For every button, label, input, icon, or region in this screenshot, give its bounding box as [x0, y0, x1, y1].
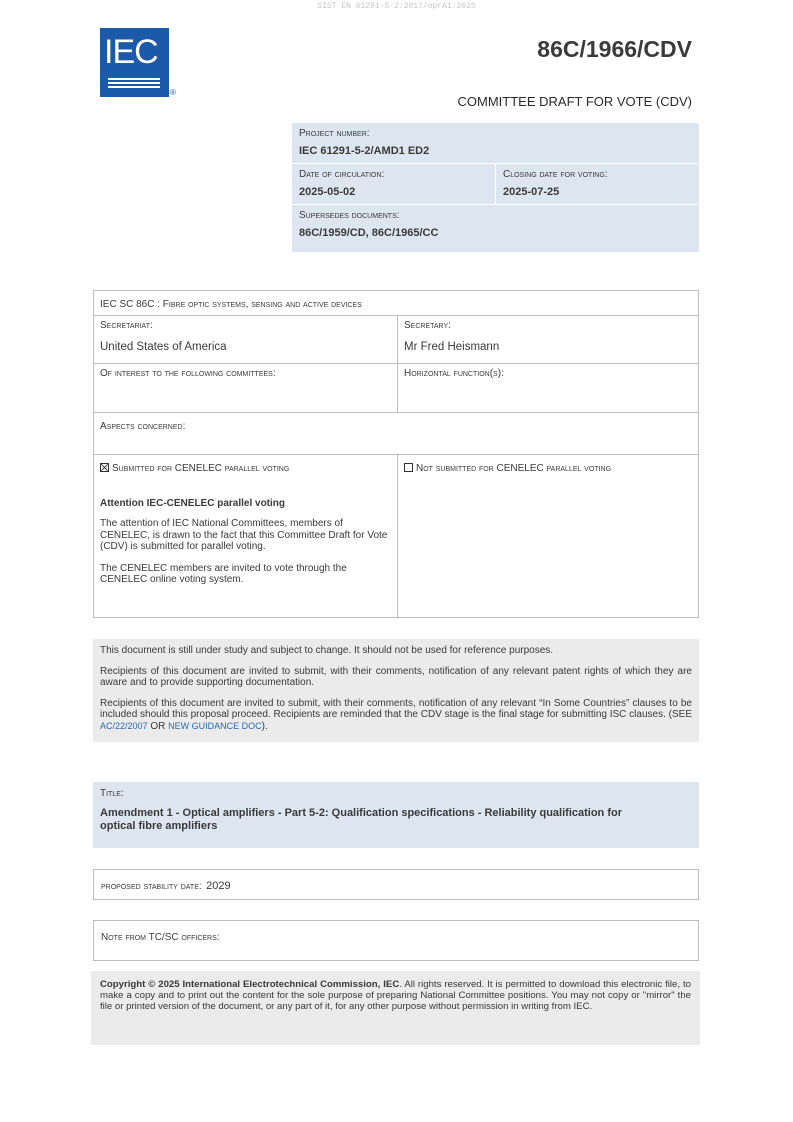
attention-heading: Attention IEC-CENELEC parallel voting: [100, 498, 286, 509]
secretary-label: Secretary:: [404, 320, 451, 331]
logo-lines: [108, 78, 160, 90]
committee-name-cell: [94, 291, 698, 315]
attention-paragraph-1: The attention of IEC National Committees, members of CENELEC, is drawn to the fact that this Committee Draft for Vote (CDV) is submitted for parallel voting.: [100, 518, 388, 552]
committee-name-row: [94, 291, 698, 316]
title-label: Title:: [100, 788, 124, 799]
document-number: 86C/1966/CDV: [537, 36, 692, 62]
stability-label: proposed stability date:: [101, 881, 202, 892]
notice-paragraph-3-end: ).: [261, 720, 268, 732]
voting-row: [94, 455, 698, 617]
circulation-cell: [292, 164, 496, 204]
aspects-cell: [94, 413, 698, 454]
checked-checkbox-icon[interactable]: [100, 463, 109, 472]
project-number-value: IEC 61291-5-2/AMD1 ED2: [299, 145, 430, 157]
horizontal-label: Horizontal function(s):: [404, 368, 504, 379]
note-box: [93, 920, 699, 961]
supersedes-value: 86C/1959/CD, 86C/1965/CC: [299, 227, 439, 239]
circulation-value: 2025-05-02: [299, 186, 356, 198]
or-word: OR: [150, 720, 166, 732]
supersedes-label: Supersedes documents:: [299, 210, 400, 221]
see-word: SEE: [671, 709, 692, 720]
closing-label: Closing date for voting:: [503, 169, 608, 180]
stability-value: 2029: [206, 880, 231, 892]
title-value: Amendment 1 - Optical amplifiers - Part 5-2: Qualification specifications - Reliability qualification for optical fibre amplifiers: [100, 807, 622, 833]
note-label: Note from TC/SC officers:: [101, 932, 220, 943]
attention-paragraph-2: The CENELEC members are invited to vote through the CENELEC online voting system.: [100, 562, 347, 585]
aspects-row: [94, 413, 698, 455]
aspects-label: Aspects concerned:: [100, 421, 186, 432]
secretariat-cell: [94, 316, 398, 363]
notice-paragraph-1: This document is still under study and subject to change. It should not be used for reference purposes.: [100, 645, 554, 656]
project-info-box: [292, 123, 699, 252]
interest-cell: [94, 364, 398, 412]
not-submitted-label: Not submitted for CENELEC parallel voting: [416, 463, 612, 474]
circulation-label: Date of circulation:: [299, 169, 385, 180]
committee-name: IEC SC 86C : Fibre optic systems, sensing and active devices: [100, 299, 362, 310]
horizontal-cell: [398, 364, 698, 412]
copyright-bold: Copyright © 2025 International Electrotechnical Commission, IEC: [100, 979, 400, 990]
project-number-row: [292, 123, 699, 164]
stability-box: [93, 869, 699, 900]
project-number-label: Project number:: [299, 128, 370, 139]
committee-info-table: [93, 290, 699, 618]
interest-row: [94, 364, 698, 413]
notice-paragraph-2: Recipients of this document are invited to submit, with their comments, notification of any relevant patent rights of which they are aware and to provide supporting documentation.: [100, 665, 692, 688]
submitted-cell: [94, 455, 398, 617]
closing-cell: [496, 164, 699, 204]
secretary-value: Mr Fred Heismann: [404, 341, 500, 353]
notice-box: [93, 639, 699, 742]
new-guidance-doc-link[interactable]: NEW GUIDANCE DOC: [168, 720, 262, 731]
submitted-option[interactable]: [100, 463, 391, 474]
interest-label: Of interest to the following committees:: [100, 368, 276, 379]
logo-text: IEC: [104, 33, 158, 71]
supersedes-row: [292, 205, 699, 252]
closing-value: 2025-07-25: [503, 186, 560, 198]
secretariat-value: United States of America: [100, 341, 227, 353]
unchecked-checkbox-icon[interactable]: [404, 463, 413, 472]
copyright-text: [100, 979, 691, 1012]
secretary-cell: [398, 316, 698, 363]
copyright-body: . All rights reserved. It is permitted to download this electronic file, to make a copy and to print out the content for the sole purpose of preparing National Committee positions. You may not copy or "mirror" the file or printed version of the document, or any part of it, for any other purpose without permission in writing from IEC.: [100, 979, 691, 1013]
title-box: [93, 782, 699, 848]
watermark: SIST EN 61291-5-2:2017/oprA1:2025: [317, 2, 476, 11]
ac-22-2007-link[interactable]: AC/22/2007: [100, 720, 148, 731]
notice-paragraph-3: [100, 698, 692, 733]
copyright-box: [91, 971, 700, 1045]
cdv-title: COMMITTEE DRAFT FOR VOTE (CDV): [457, 94, 692, 109]
registered-mark: ®: [170, 88, 176, 97]
not-submitted-cell: [398, 455, 698, 617]
submitted-label: Submitted for CENELEC parallel voting: [112, 463, 290, 474]
not-submitted-option[interactable]: [404, 463, 692, 474]
secretariat-row: [94, 316, 698, 364]
notice-paragraph-3-text: Recipients of this document are invited to submit, with their comments, notification of any relevant “In Some Countries” clauses to be included should this proposal proceed. Recipients are reminded that the CDV stage is the final stage for submitting ISC clauses. (: [100, 697, 692, 720]
secretariat-label: Secretariat:: [100, 320, 153, 331]
iec-logo: [100, 28, 169, 97]
dates-row: [292, 164, 699, 205]
